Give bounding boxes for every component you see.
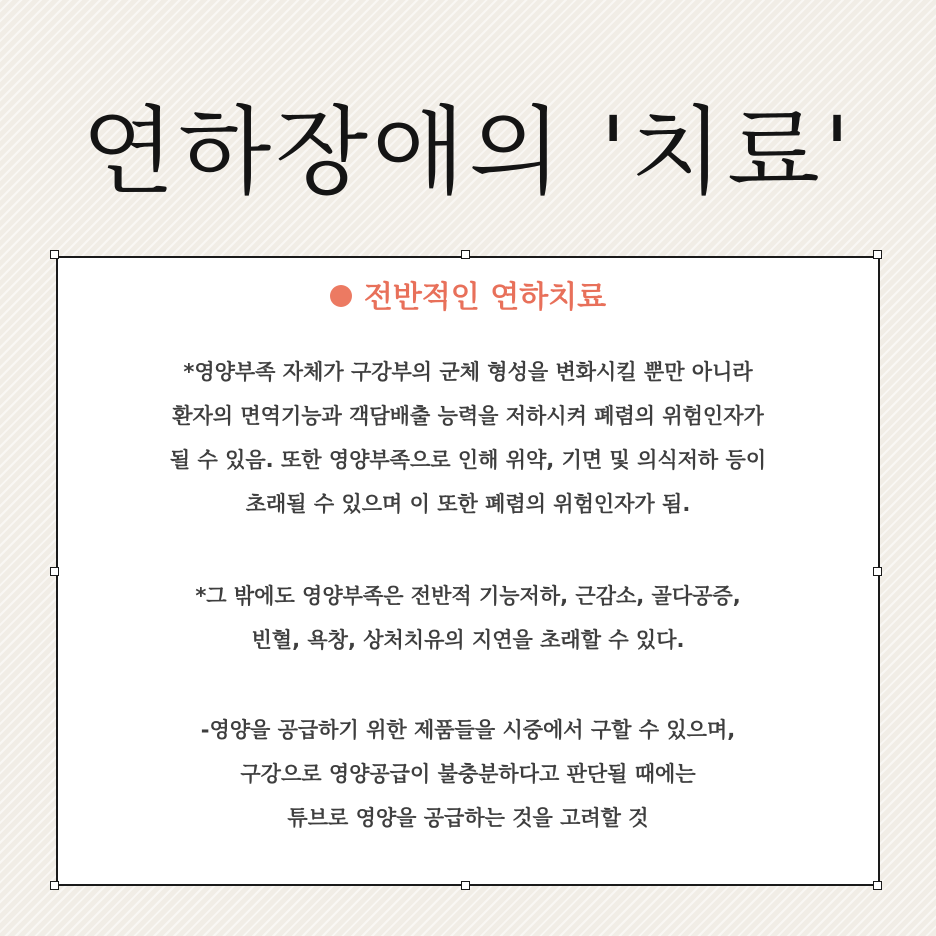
resize-handle-middle-right[interactable] xyxy=(873,567,882,576)
paragraph-line: 될 수 있음. 또한 영양부족으로 인해 위약, 기면 및 의식저하 등이 xyxy=(169,448,767,472)
resize-handle-middle-left[interactable] xyxy=(50,567,59,576)
resize-handle-bottom-left[interactable] xyxy=(50,881,59,890)
paragraph-line: *그 밖에도 영양부족은 전반적 기능저하, 근감소, 골다공증, xyxy=(195,584,741,608)
paragraph-line: 초래될 수 있으며 이 또한 폐렴의 위험인자가 됨. xyxy=(245,492,691,516)
paragraph-line: -영양을 공급하기 위한 제품들을 시중에서 구할 수 있으며, xyxy=(200,718,736,742)
resize-handle-top-left[interactable] xyxy=(50,250,59,259)
resize-handle-bottom-middle[interactable] xyxy=(461,881,470,890)
paragraph-line: *영양부족 자체가 구강부의 군체 형성을 변화시킬 뿐만 아니라 xyxy=(183,360,753,384)
paragraph-nutrition-supply xyxy=(70,708,866,840)
paragraph-other-effects xyxy=(70,574,866,662)
paragraph-line: 튜브로 영양을 공급하는 것을 고려할 것 xyxy=(287,806,649,830)
resize-handle-top-right[interactable] xyxy=(873,250,882,259)
paragraph-line: 환자의 면역기능과 객담배출 능력을 저하시켜 폐렴의 위험인자가 xyxy=(172,404,764,428)
paragraph-malnutrition-risk xyxy=(70,350,866,526)
page-title: 연하장애의 '치료' xyxy=(81,96,855,208)
resize-handle-bottom-right[interactable] xyxy=(873,881,882,890)
section-heading-text: 전반적인 연하치료 xyxy=(363,280,607,315)
bullet-dot-icon xyxy=(330,285,352,307)
paragraph-line: 빈혈, 욕창, 상처치유의 지연을 초래할 수 있다. xyxy=(251,628,685,652)
resize-handle-top-middle[interactable] xyxy=(461,250,470,259)
section-heading xyxy=(0,276,936,320)
paragraph-line: 구강으로 영양공급이 불충분하다고 판단될 때에는 xyxy=(240,762,696,786)
